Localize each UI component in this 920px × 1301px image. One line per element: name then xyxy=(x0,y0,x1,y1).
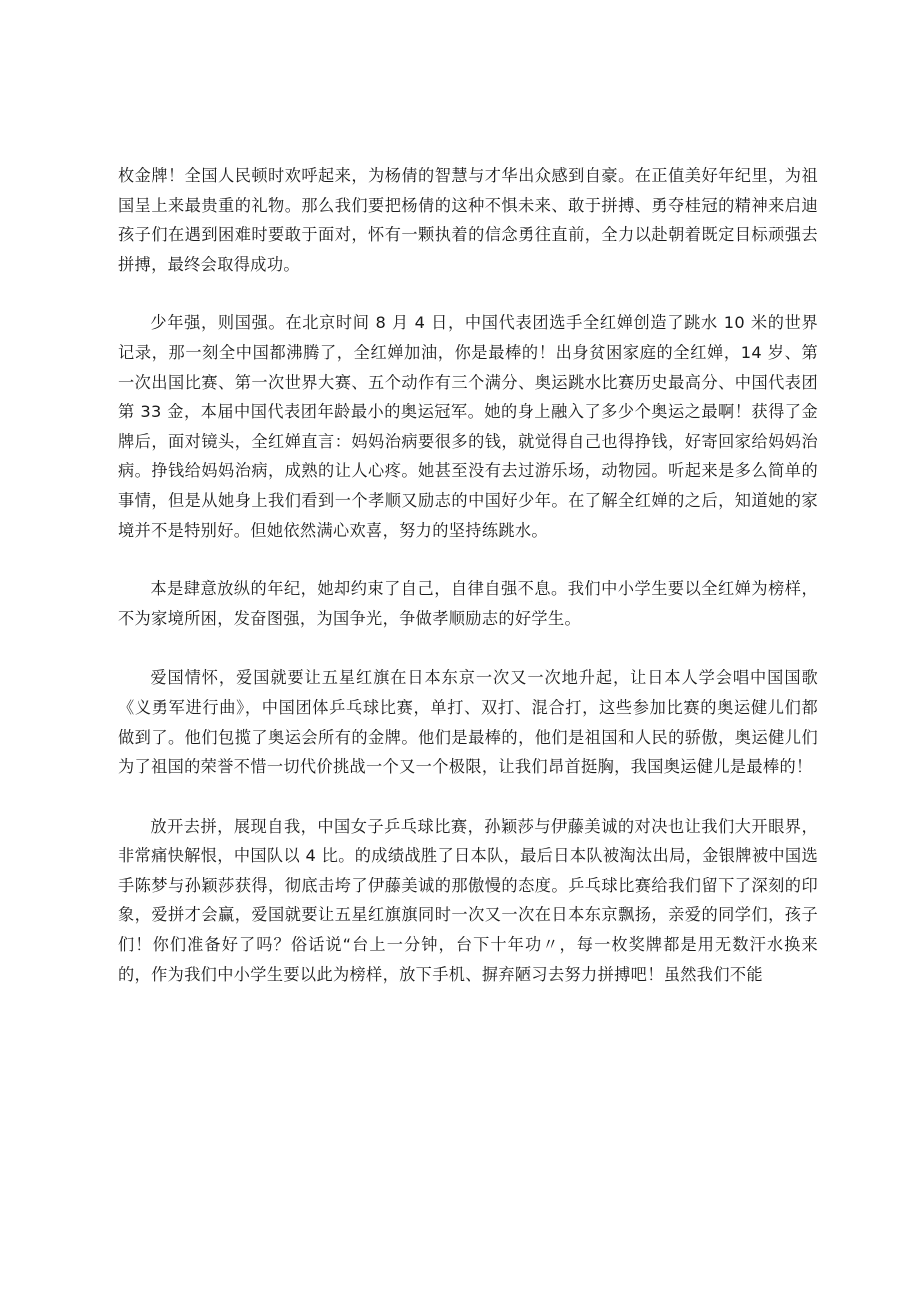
paragraph-quan-hongchan: 少年强，则国强。在北京时间 8 月 4 日，中国代表团选手全红婵创造了跳水 10 米的世界记录，那一刻全中国都沸腾了，全红婵加油，你是最棒的！出身贫困家庭的全红婵，14 岁、第一次出国比赛、第一次世界大赛、五个动作有三个满分、奥运跳水比赛历史最高分、中国代表团第 33 金，本届中国代表团年龄最小的奥运冠军。她的身上融入了多少个奥运之最啊！获得了金牌后，面对镜头，全红婵直言：妈妈治病要很多的钱，就觉得自己也得挣钱，好寄回家给妈妈治病。挣钱给妈妈治病，成熟的让人心疼。她甚至没有去过游乐场，动物园。听起来是多么简单的事情，但是从她身上我们看到一个孝顺又励志的中国好少年。在了解全红婵的之后，知道她的家境并不是特别好。但她依然满心欢喜，努力的坚持练跳水。 xyxy=(118,313,818,540)
paragraph-table-tennis: 放开去拼，展现自我，中国女子乒乓球比赛，孙颖莎与伊藤美诚的对决也让我们大开眼界，非常痛快解恨，中国队以 4 比。的成绩战胜了日本队，最后日本队被淘汰出局，金银牌被中国选手陈梦与孙颖莎获得，彻底击垮了伊藤美诚的那傲慢的态度。乒乓球比赛给我们留下了深刻的印象，爱拼才会赢，爱国就要让五星红旗旗同时一次又一次在日本东京飘扬，亲爱的同学们，孩子们！你们准备好了吗？俗话说“台上一分钟，台下十年功〃，每一枚奖牌都是用无数汗水换来的，作为我们中小学生要以此为榜样，放下手机、摒弃陋习去努力拼搏吧！虽然我们不能 xyxy=(118,816,818,984)
paragraph-patriotism: 爱国情怀，爱国就要让五星红旗在日本东京一次又一次地升起，让日本人学会唱中国国歌《义勇军进行曲》，中国团体乒乓球比赛，单打、双打、混合打，这些参加比赛的奥运健儿们都做到了。他们包揽了奥运会所有的金牌。他们是最棒的，他们是祖国和人民的骄傲，奥运健儿们为了祖国的荣誉不惜一切代价挑战一个又一个极限，让我们昂首挺胸，我国奥运健儿是最棒的！ xyxy=(118,668,818,777)
paragraph-self-discipline: 本是肆意放纵的年纪，她却约束了自己，自律自强不息。我们中小学生要以全红婵为榜样，不为家境所困，发奋图强，为国争光，争做孝顺励志的好学生。 xyxy=(118,579,818,628)
paragraph-continuation: 枚金牌！全国人民顿时欢呼起来，为杨倩的智慧与才华出众感到自豪。在正值美好年纪里，为祖国呈上来最贵重的礼物。那么我们要把杨倩的这种不惧未来、敢于拼搏、勇夺桂冠的精神来启迪孩子们在遇到困难时要敢于面对，怀有一颗执着的信念勇往直前，全力以赴朝着既定目标顽强去拼搏，最终会取得成功。 xyxy=(118,166,818,274)
document-body xyxy=(118,161,818,989)
